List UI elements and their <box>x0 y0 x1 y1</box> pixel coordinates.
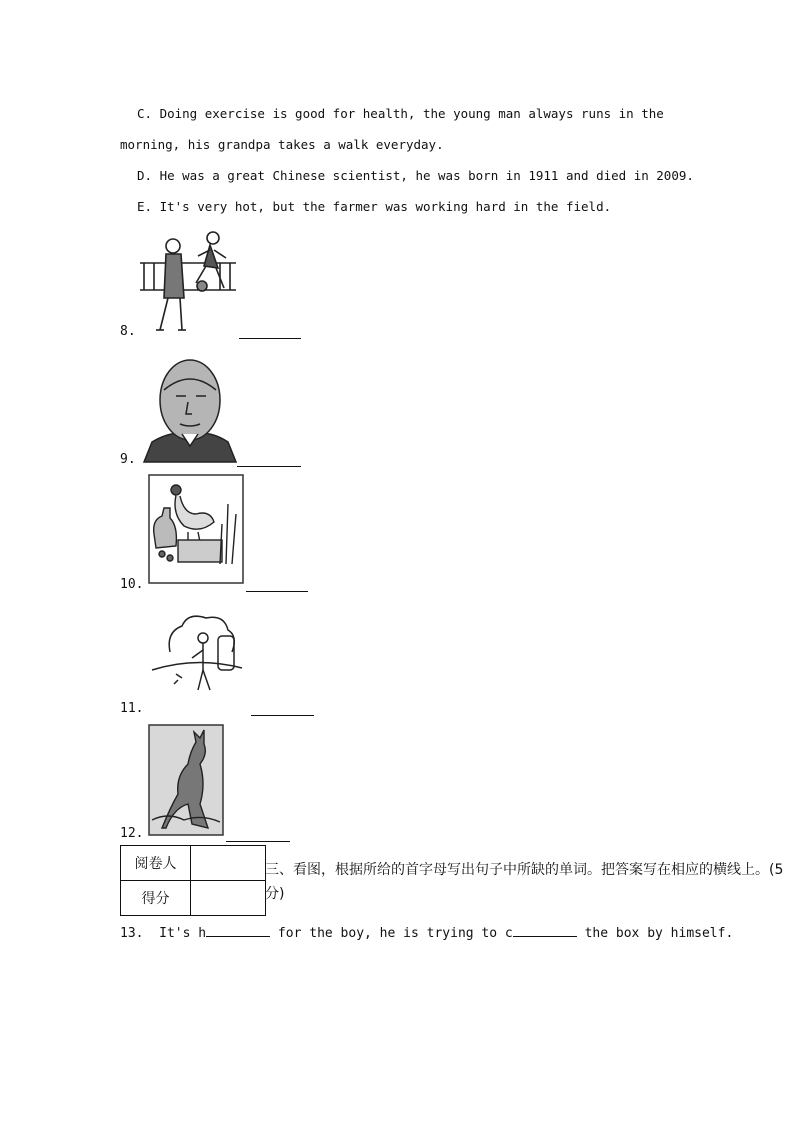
option-c-line1: C. Doing exercise is good for health, the young man always runs in the <box>137 106 664 121</box>
option-c-line2: morning, his grandpa takes a walk everyday. <box>120 137 444 152</box>
score-cell[interactable] <box>191 881 266 916</box>
picture-scientist-portrait <box>142 350 238 464</box>
option-d: D. He was a great Chinese scientist, he was born in 1911 and died in 2009. <box>137 168 694 183</box>
answer-blank-8[interactable] <box>239 338 301 339</box>
section-title: 三、看图，根据所给的首字母写出句子中所缺的单词。把答案写在相应的横线上。(5分) <box>265 862 784 902</box>
answer-blank-9[interactable] <box>237 466 301 467</box>
question-number: 8. <box>120 324 136 339</box>
q13-text-2: for the boy, he is trying to c <box>270 926 513 941</box>
score-label: 得分 <box>121 881 191 916</box>
picture-bird-and-bottle <box>148 474 244 584</box>
question-number: 11. <box>120 701 144 716</box>
question-number: 10. <box>120 577 144 592</box>
answer-blank-10[interactable] <box>246 591 308 592</box>
option-e: E. It's very hot, but the farmer was working hard in the field. <box>137 199 612 214</box>
reviewer-cell[interactable] <box>191 846 266 881</box>
question-number: 9. <box>120 452 136 467</box>
question-number: 13. <box>120 926 144 941</box>
answer-blank-13-c[interactable] <box>513 936 577 937</box>
score-table <box>120 845 266 916</box>
answer-blank-12[interactable] <box>226 841 290 842</box>
answer-blank-13-h[interactable] <box>206 936 270 937</box>
question-13 <box>120 926 733 941</box>
answer-blank-11[interactable] <box>251 715 314 716</box>
picture-kangaroo <box>148 724 224 836</box>
question-number: 12. <box>120 826 144 841</box>
picture-running-and-walking <box>138 228 238 336</box>
q13-text-1: It's h <box>159 926 207 941</box>
picture-boy-and-litter-bin <box>148 602 244 700</box>
reviewer-label: 阅卷人 <box>121 846 191 881</box>
q13-text-3: the box by himself. <box>576 926 734 941</box>
